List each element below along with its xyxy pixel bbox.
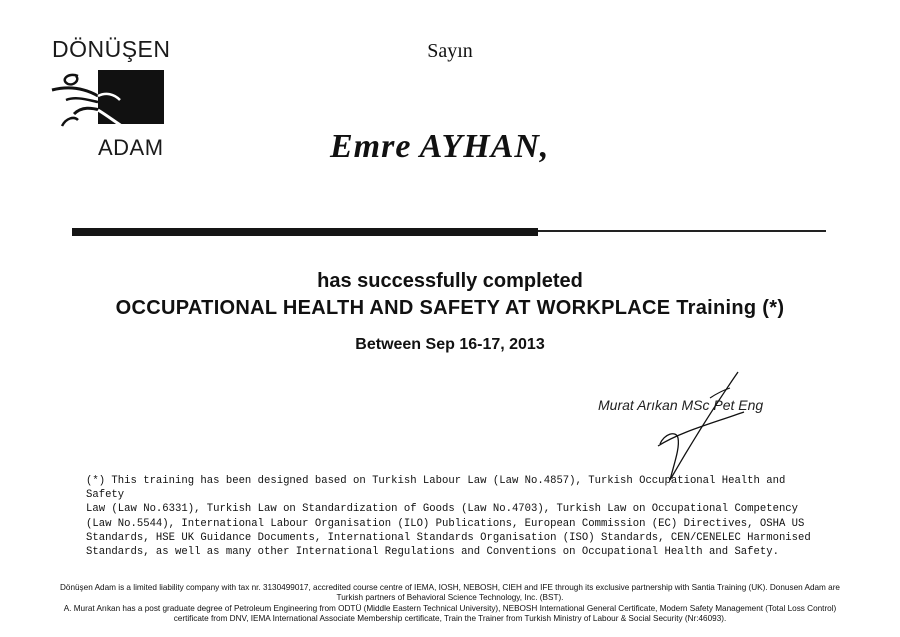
footnote-line: Standards, HSE UK Guidance Documents, International Standards Organisation (ISO) Standards, CEN/CENELEC Harmonised [86, 531, 811, 544]
divider-thin [538, 230, 826, 232]
recipient-name: Emre AYHAN, [330, 128, 550, 165]
running-figure-logo-icon [48, 70, 168, 132]
signer-name: Murat Arıkan MSc Pet Eng [598, 397, 764, 413]
salutation [0, 40, 900, 63]
training-dates: Between Sep 16-17, 2013 [355, 336, 545, 353]
footnote [86, 474, 826, 559]
logo-top-text: DÖNÜŞEN [52, 36, 171, 62]
salutation-text: Sayın [427, 40, 473, 62]
completed-line: has successfully completed [317, 270, 583, 292]
footnote-line: (*) This training has been designed based on Turkish Labour Law (Law No.4857), Turkish Occupational Health and Safety [86, 475, 786, 502]
footnote-line: Standards, as well as many other International Regulations and Conventions on Occupational Health and Safety. [86, 546, 779, 559]
footnote-line: (Law No.5544), International Labour Organisation (ILO) Publications, European Commission (EC) Directives, OSHA US [86, 517, 805, 530]
divider-thick [72, 228, 538, 236]
logo-bottom-text: ADAM [98, 135, 164, 160]
legal-line: Dönüşen Adam is a limited liability company with tax nr. 3130499017, accredited course centre of IEMA, IOSH, NEBOSH, CIEH and IFE through its exclusive partnership with Santia Training (UK). Donusen Adam are [59, 583, 840, 592]
legal-notice [10, 583, 890, 625]
training-title: OCCUPATIONAL HEALTH AND SAFETY AT WORKPLACE Training (*) [115, 297, 785, 319]
legal-line: Turkish partners of Behavioral Science Technology, Inc. (BST). [336, 593, 564, 603]
legal-line: certificate from DNV, IEMA International Associate Membership certificate, Train the Trainer from Turkish Ministry of Labour & Social Security (Nr:46093). [173, 614, 727, 624]
footnote-line: Law (Law No.6331), Turkish Law on Standardization of Goods (Law No.4703), Turkish Law on Occupational Competency [86, 503, 799, 516]
legal-line: A. Murat Arıkan has a post graduate degree of Petroleum Engineering from ODTÜ (Middle Eastern Technical University), NEBOSH International General Certificate, Modern Safety Management (Total Loss Control) [63, 603, 837, 613]
handwritten-signature-icon [650, 368, 750, 483]
